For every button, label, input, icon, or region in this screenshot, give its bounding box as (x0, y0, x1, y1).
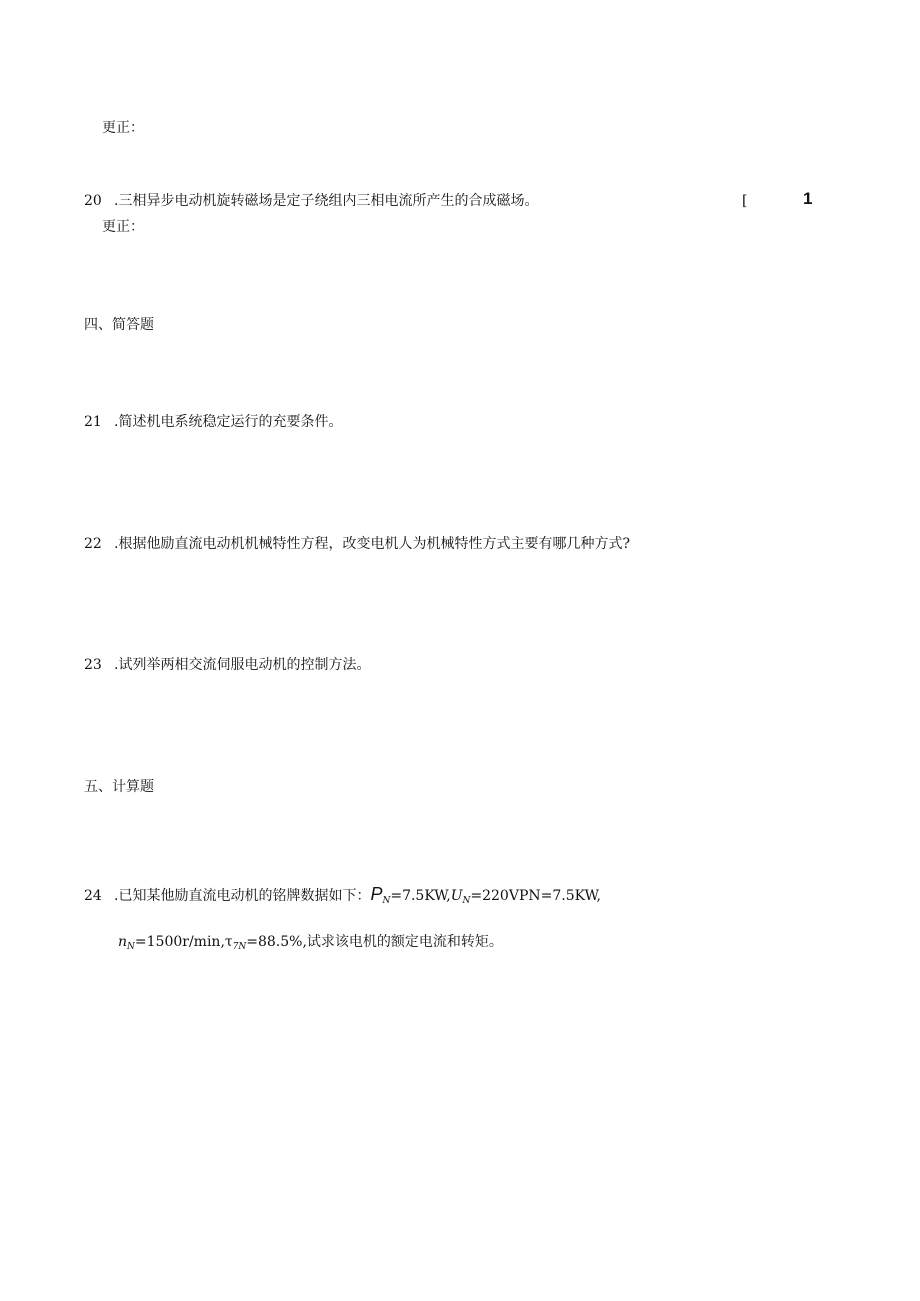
question-22 (84, 535, 630, 553)
speed-value: =1500r/min, (134, 934, 225, 950)
question-21 (84, 413, 342, 431)
speed-symbol: n (118, 934, 128, 950)
question-20 (84, 192, 538, 210)
efficiency-value: =88.5%,试求该电机的额定电流和转矩。 (246, 934, 503, 950)
question-number: 20 (84, 193, 102, 209)
efficiency-subscript: 7N (232, 942, 247, 952)
efficiency-symbol: τ (224, 934, 233, 950)
power-symbol: P (370, 884, 383, 904)
power-subscript: N (382, 896, 391, 906)
question-text: .简述机电系统稳定运行的充要条件。 (114, 414, 343, 430)
question-23 (84, 656, 370, 674)
section-title: 五、计算题 (84, 779, 154, 795)
power-value: =7.5KW, (390, 888, 451, 904)
question-number: 22 (84, 536, 102, 552)
voltage-subscript: N (462, 896, 471, 906)
question-24 (84, 885, 601, 910)
question-text: .根据他励直流电动机机械特性方程，改变电机人为机械特性方式主要有哪几种方式? (114, 536, 630, 552)
question-text: .试列举两相交流伺服电动机的控制方法。 (114, 657, 371, 673)
voltage-value: =220VPN=7.5KW, (470, 888, 601, 904)
correction-label: 更正： (102, 219, 144, 235)
section-title: 四、简答题 (84, 317, 154, 333)
speed-subscript: N (127, 942, 135, 952)
question-number: 23 (84, 657, 102, 673)
answer-bracket: [ (742, 193, 748, 209)
question-24-continued (118, 933, 503, 956)
correction-label: 更正： (102, 120, 144, 136)
question-text: .已知某他励直流电动机的铭牌数据如下： (114, 888, 371, 904)
voltage-symbol: U (450, 888, 463, 904)
question-number: 21 (84, 414, 102, 430)
answer-bracket-mark: 1 (803, 189, 813, 208)
question-number: 24 (84, 888, 102, 904)
question-text: .三相异步电动机旋转磁场是定子绕组内三相电流所产生的合成磁场。 (114, 193, 539, 209)
